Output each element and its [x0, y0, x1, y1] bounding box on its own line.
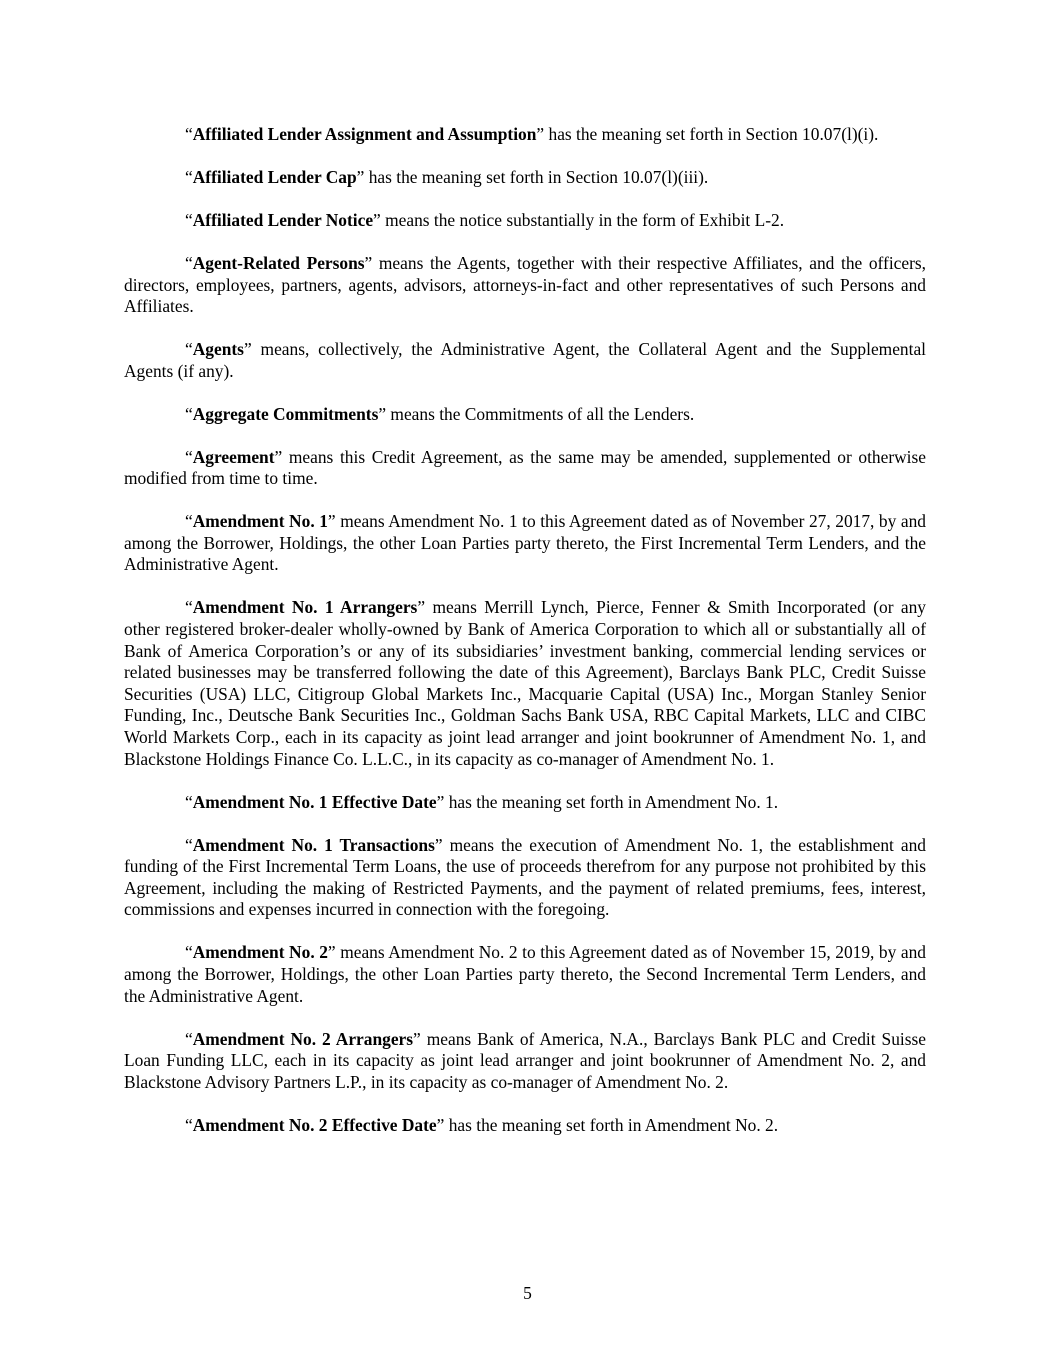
definition-paragraph: “Affiliated Lender Cap” has the meaning set forth in Section 10.07(l)(iii).: [185, 166, 709, 187]
definition-text: means Bank of America, N.A., Barclays Bank PLC and Credit Suisse Loan Funding LLC, each in its capacity as joint lead arranger and joint bookrunner of Amendment No. 2, and Blackstone Advisory Partners L.P., in its capacity as co-manager of Amendment No. 2.: [124, 1028, 927, 1092]
definition-paragraph: “Agents” means, collectively, the Administrative Agent, the Collateral Agent and the Supplemental Agents (if any).: [124, 339, 926, 381]
definition-text: means this Credit Agreement, as the same may be amended, supplemented or otherwise modified from time to time.: [124, 446, 926, 489]
definition-paragraph: “Aggregate Commitments” means the Commitments of all the Lenders.: [185, 403, 695, 424]
defined-term: Agent-Related Persons: [192, 252, 365, 273]
definition-text: means the execution of Amendment No. 1, the establishment and funding of the First Incremental Term Loans, the use of proceeds therefrom for any purpose not prohibited by this Agreement, including the making of Restricted Payments, and the payment of related premiums, fees, interest, commissions and expenses incurred in connection with the foregoing.: [124, 834, 926, 920]
defined-term: Affiliated Lender Assignment and Assumption: [192, 124, 537, 144]
definition-text: means Amendment No. 1 to this Agreement dated as of November 27, 2017, by and among the Borrower, Holdings, the other Loan Parties party thereto, the First Incremental Term Lenders, and the Administrative Agent.: [124, 511, 926, 575]
definition-text: means Amendment No. 2 to this Agreement dated as of November 15, 2019, by and among the Borrower, Holdings, the other Loan Parties party thereto, the Second Incremental Term Lenders, and the Administrative Agent.: [124, 942, 926, 1006]
defined-term: Aggregate Commitments: [192, 403, 379, 424]
defined-term: Amendment No. 1 Effective Date: [192, 791, 437, 812]
definition-paragraph: “Agreement” means this Credit Agreement, as the same may be amended, supplemented or otherwise modified from time to time.: [124, 446, 926, 489]
defined-term: Amendment No. 1 Transactions: [192, 834, 435, 855]
defined-term: Agents: [192, 339, 244, 360]
definition-text: has the meaning set forth in Section 10.07(l)(i).: [544, 124, 879, 144]
definition-paragraph: “Amendment No. 2 Arrangers” means Bank of America, N.A., Barclays Bank PLC and Credit Suisse Loan Funding LLC, each in its capacity as joint lead arranger and joint bookrunner of Amendment No. 2, and Blackstone Advisory Partners L.P., in its capacity as co-manager of Amendment No. 2.: [124, 1028, 927, 1092]
definition-paragraph: “Agent-Related Persons” means the Agents, together with their respective Affiliates, and the officers, directors, employees, partners, agents, advisors, attorneys-in-fact and other representatives of such Persons and Affiliates.: [124, 252, 926, 317]
definition-paragraph: “Amendment No. 1 Effective Date” has the meaning set forth in Amendment No. 1.: [185, 791, 779, 812]
definition-text: means, collectively, the Administrative Agent, the Collateral Agent and the Supplemental Agents (if any).: [124, 339, 926, 381]
defined-term: Agreement: [192, 446, 275, 467]
defined-term: Amendment No. 1 Arrangers: [192, 597, 418, 618]
definition-text: means Merrill Lynch, Pierce, Fenner & Smith Incorporated (or any other registered broker-dealer wholly-owned by Bank of America Corporation to which all or substantially all of Bank of America Corporation’s or any of its subsidiaries’ investment banking, commercial lending services or related businesses may be transferred following the date of this Agreement), Barclays Bank PLC, Credit Suisse Securities (USA) LLC, Citigroup Global Markets Inc., Macquarie Capital (USA) Inc., Morgan Stanley Senior Funding, Inc., Deutsche Bank Securities Inc., Goldman Sachs Bank USA, RBC Capital Markets, LLC and CIBC World Markets Corp., each in its capacity as joint lead arranger and joint bookrunner of Amendment No. 1, and Blackstone Holdings Finance Co. L.L.C., in its capacity as co-manager of Amendment No. 1.: [124, 597, 926, 769]
defined-term: Affiliated Lender Cap: [192, 166, 357, 187]
defined-term: Amendment No. 2 Arrangers: [192, 1028, 414, 1049]
definition-text: has the meaning set forth in Amendment No. 1.: [444, 791, 779, 812]
definition-paragraph: “Affiliated Lender Notice” means the notice substantially in the form of Exhibit L-2.: [185, 209, 785, 230]
definition-text: means the notice substantially in the form of Exhibit L-2.: [380, 209, 785, 230]
definition-paragraph: “Affiliated Lender Assignment and Assumption” has the meaning set forth in Section 10.07(l)(i).: [185, 124, 879, 144]
definition-paragraph: “Amendment No. 2 Effective Date” has the meaning set forth in Amendment No. 2.: [185, 1114, 779, 1135]
definition-paragraph: “Amendment No. 1” means Amendment No. 1 to this Agreement dated as of November 27, 2017, by and among the Borrower, Holdings, the other Loan Parties party thereto, the First Incremental Term Lenders, and the Administrative Agent.: [124, 511, 926, 575]
defined-term: Amendment No. 2 Effective Date: [192, 1114, 437, 1135]
definition-paragraph: “Amendment No. 1 Arrangers” means Merrill Lynch, Pierce, Fenner & Smith Incorporated (or any other registered broker-dealer wholly-owned by Bank of America Corporation to which all or substantially all of Bank of America Corporation’s or any of its subsidiaries’ investment banking, commercial lending services or related businesses may be transferred following the date of this Agreement), Barclays Bank PLC, Credit Suisse Securities (USA) LLC, Citigroup Global Markets Inc., Macquarie Capital (USA) Inc., Morgan Stanley Senior Funding, Inc., Deutsche Bank Securities Inc., Goldman Sachs Bank USA, RBC Capital Markets, LLC and CIBC World Markets Corp., each in its capacity as joint lead arranger and joint bookrunner of Amendment No. 1, and Blackstone Holdings Finance Co. L.L.C., in its capacity as co-manager of Amendment No. 1.: [124, 597, 926, 769]
definition-text: has the meaning set forth in Section 10.07(l)(iii).: [364, 166, 709, 187]
definition-paragraph: “Amendment No. 2” means Amendment No. 2 to this Agreement dated as of November 15, 2019, by and among the Borrower, Holdings, the other Loan Parties party thereto, the Second Incremental Term Lenders, and the Administrative Agent.: [124, 942, 926, 1006]
definition-text: has the meaning set forth in Amendment No. 2.: [444, 1114, 779, 1135]
defined-term: Amendment No. 1: [192, 511, 328, 532]
definition-text: means the Agents, together with their respective Affiliates, and the officers, directors, employees, partners, agents, advisors, attorneys-in-fact and other representatives of such Persons and Affiliates.: [124, 252, 926, 317]
definitions-section: [124, 124, 926, 1158]
definition-text: means the Commitments of all the Lenders.: [386, 403, 695, 424]
defined-term: Amendment No. 2: [192, 942, 328, 963]
defined-term: Affiliated Lender Notice: [192, 209, 374, 230]
page-number: 5: [523, 1283, 532, 1303]
definition-paragraph: “Amendment No. 1 Transactions” means the execution of Amendment No. 1, the establishment and funding of the First Incremental Term Loans, the use of proceeds therefrom for any purpose not prohibited by this Agreement, including the making of Restricted Payments, and the payment of related premiums, fees, interest, commissions and expenses incurred in connection with the foregoing.: [124, 834, 926, 920]
